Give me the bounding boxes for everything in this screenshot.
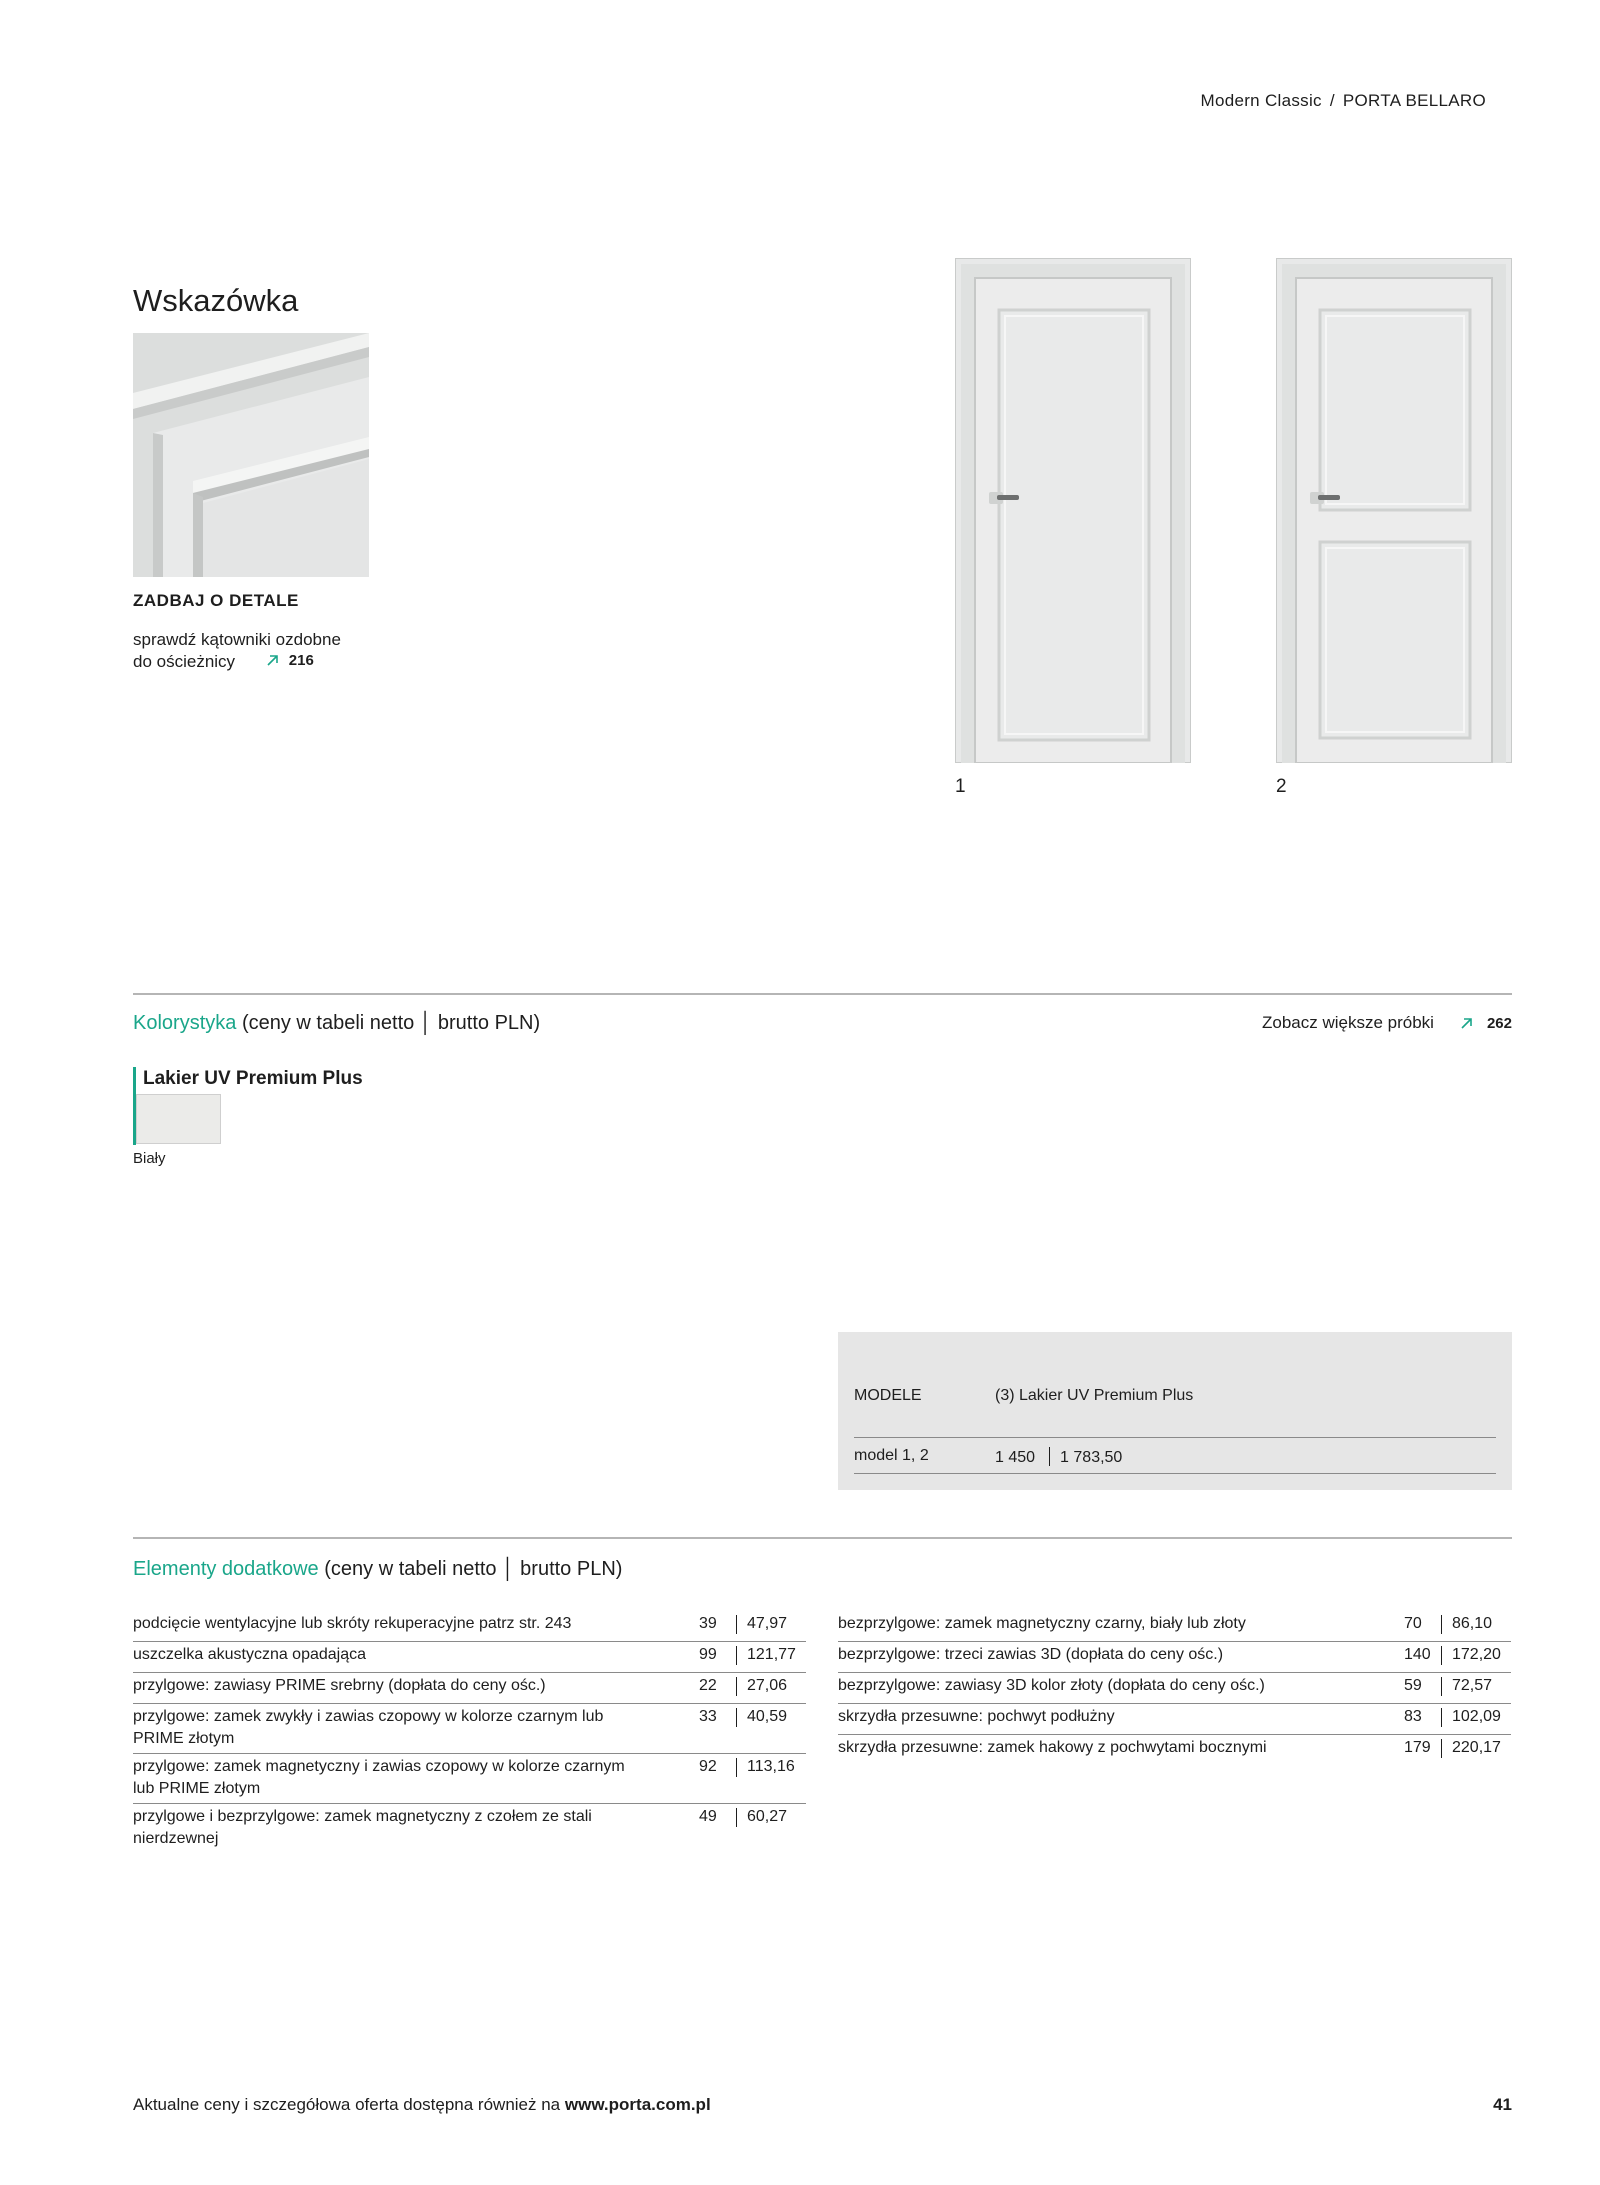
extras-row-gross: 121,77: [747, 1646, 796, 1663]
extras-row-net: 83: [1404, 1708, 1422, 1725]
extras-row-label: przylgowe: zawiasy PRIME srebrny (dopłata do ceny ośc.): [133, 1677, 546, 1694]
extras-row-net: 49: [699, 1808, 717, 1825]
price-separator: [1049, 1447, 1050, 1466]
extras-row-separator: [736, 1708, 737, 1727]
extras-row-gross: 60,27: [747, 1808, 788, 1825]
extras-row-label: przylgowe i bezprzylgowe: zamek magnetyczny z czołem ze stali nierdzewnej: [133, 1808, 592, 1847]
extras-row-separator: [736, 1615, 737, 1634]
breadcrumb-collection[interactable]: Modern Classic: [1200, 91, 1322, 110]
extras-row: [838, 1673, 1511, 1704]
extras-row-separator: [1441, 1615, 1442, 1634]
breadcrumb-separator: /: [1329, 91, 1335, 110]
door-model-1-image: [955, 258, 1191, 763]
extras-row-separator: [1441, 1739, 1442, 1758]
extras-row-label: przylgowe: zamek zwykły i zawias czopowy w kolorze czarnym lub PRIME złotym: [133, 1708, 604, 1747]
section-divider: [133, 993, 1512, 995]
extras-section-title: [133, 1558, 622, 1581]
price-table-header-finish: (3) Lakier UV Premium Plus: [995, 1387, 1194, 1404]
footer-url-link[interactable]: www.porta.com.pl: [564, 2095, 711, 2114]
extras-row-label: uszczelka akustyczna opadająca: [133, 1646, 367, 1663]
larger-samples-link[interactable]: [1262, 1013, 1512, 1033]
price-gross: 1 783,50: [1060, 1449, 1123, 1466]
extras-row-gross: 40,59: [747, 1708, 788, 1725]
extras-row-net: 92: [699, 1758, 717, 1775]
price-table-divider: [854, 1437, 1496, 1438]
extras-title-rest: (ceny w tabeli netto │ brutto PLN): [324, 1558, 623, 1580]
page-number: 41: [1493, 2095, 1512, 2114]
extras-row-gross: 86,10: [1452, 1615, 1493, 1632]
color-swatch-white[interactable]: [136, 1094, 221, 1144]
footer-text: Aktualne ceny i szczegółowa oferta dostępna również na: [133, 2095, 561, 2114]
extras-row-gross: 172,20: [1452, 1646, 1501, 1663]
extras-row: [133, 1804, 806, 1853]
extras-row-net: 99: [699, 1646, 717, 1663]
extras-list-left: [133, 1611, 806, 1853]
extras-row: [133, 1611, 806, 1642]
extras-row-separator: [736, 1646, 737, 1665]
breadcrumb-product[interactable]: PORTA BELLARO: [1342, 91, 1486, 110]
colors-title-rest: (ceny w tabeli netto │ brutto PLN): [241, 1012, 541, 1034]
extras-row-separator: [736, 1808, 737, 1827]
samples-page-ref: 262: [1486, 1014, 1512, 1032]
extras-row-net: 33: [699, 1708, 717, 1725]
price-table-model: model 1, 2: [854, 1447, 929, 1464]
extras-row-label: bezprzylgowe: zamek magnetyczny czarny, biały lub złoty: [838, 1615, 1246, 1632]
door-detail-photo: [133, 333, 369, 577]
arrow-up-right-icon: [266, 654, 279, 667]
extras-row-gross: 113,16: [747, 1758, 795, 1775]
tip-text-line2-label: do ościeżnicy: [133, 652, 236, 671]
extras-row: [838, 1735, 1511, 1766]
tip-text-line1: sprawdź kątowniki ozdobne: [133, 630, 341, 649]
arrow-up-right-icon: [1460, 1017, 1473, 1030]
extras-title-accent: Elementy dodatkowe: [133, 1558, 319, 1580]
color-swatch-label: Biały: [133, 1150, 166, 1167]
extras-row-label: skrzydła przesuwne: pochwyt podłużny: [838, 1708, 1115, 1725]
door-model-2-image: [1276, 258, 1512, 763]
samples-link-text: Zobacz większe próbki: [1262, 1013, 1434, 1032]
extras-row-net: 39: [699, 1615, 717, 1632]
extras-row: [838, 1704, 1511, 1735]
extras-row-gross: 102,09: [1452, 1708, 1501, 1725]
section-divider: [133, 1537, 1512, 1539]
finish-title: Lakier UV Premium Plus: [143, 1068, 363, 1089]
extras-row-label: bezprzylgowe: zawiasy 3D kolor złoty (dopłata do ceny ośc.): [838, 1677, 1265, 1694]
tip-heading: ZADBAJ O DETALE: [133, 591, 299, 610]
extras-row-label: bezprzylgowe: trzeci zawias 3D (dopłata do ceny ośc.): [838, 1646, 1224, 1663]
price-table-price: [995, 1447, 1122, 1467]
extras-row: [838, 1642, 1511, 1673]
price-net: 1 450: [995, 1449, 1036, 1466]
model-price-table: [838, 1332, 1512, 1490]
extras-row-separator: [736, 1758, 737, 1777]
extras-list-right: [838, 1611, 1511, 1766]
door-number-1: 1: [955, 776, 966, 797]
extras-row: [133, 1673, 806, 1704]
tip-text-line2: [133, 650, 393, 672]
extras-row-gross: 27,06: [747, 1677, 788, 1694]
colors-section-title: [133, 1012, 540, 1035]
tip-page-link[interactable]: [266, 650, 314, 671]
extras-row: [133, 1704, 806, 1754]
breadcrumb: [1201, 91, 1487, 111]
extras-row-separator: [1441, 1677, 1442, 1696]
extras-row-gross: 47,97: [747, 1615, 788, 1632]
extras-row-net: 179: [1404, 1739, 1431, 1756]
extras-row: [133, 1754, 806, 1804]
extras-row-net: 22: [699, 1677, 717, 1694]
extras-row-label: podcięcie wentylacyjne lub skróty rekuperacyjne patrz str. 243: [133, 1615, 572, 1632]
tip-title: Wskazówka: [133, 283, 299, 318]
door-number-2: 2: [1276, 776, 1287, 797]
extras-row-gross: 72,57: [1452, 1677, 1493, 1694]
tip-page-ref: 216: [288, 652, 314, 669]
tip-text: [133, 629, 393, 672]
extras-row-label: skrzydła przesuwne: zamek hakowy z pochwytami bocznymi: [838, 1739, 1267, 1756]
extras-row-net: 59: [1404, 1677, 1422, 1694]
price-table-divider: [854, 1473, 1496, 1474]
extras-row-net: 140: [1404, 1646, 1431, 1663]
price-table-header-models: MODELE: [854, 1387, 922, 1404]
extras-row-separator: [736, 1677, 737, 1696]
footer-note: [133, 2095, 711, 2115]
extras-row: [838, 1611, 1511, 1642]
extras-row-separator: [1441, 1708, 1442, 1727]
extras-row: [133, 1642, 806, 1673]
extras-row-label: przylgowe: zamek magnetyczny i zawias czopowy w kolorze czarnym lub PRIME złotym: [133, 1758, 625, 1797]
extras-row-net: 70: [1404, 1615, 1422, 1632]
colors-title-accent: Kolorystyka: [133, 1012, 237, 1034]
extras-row-gross: 220,17: [1452, 1739, 1501, 1756]
extras-row-separator: [1441, 1646, 1442, 1665]
